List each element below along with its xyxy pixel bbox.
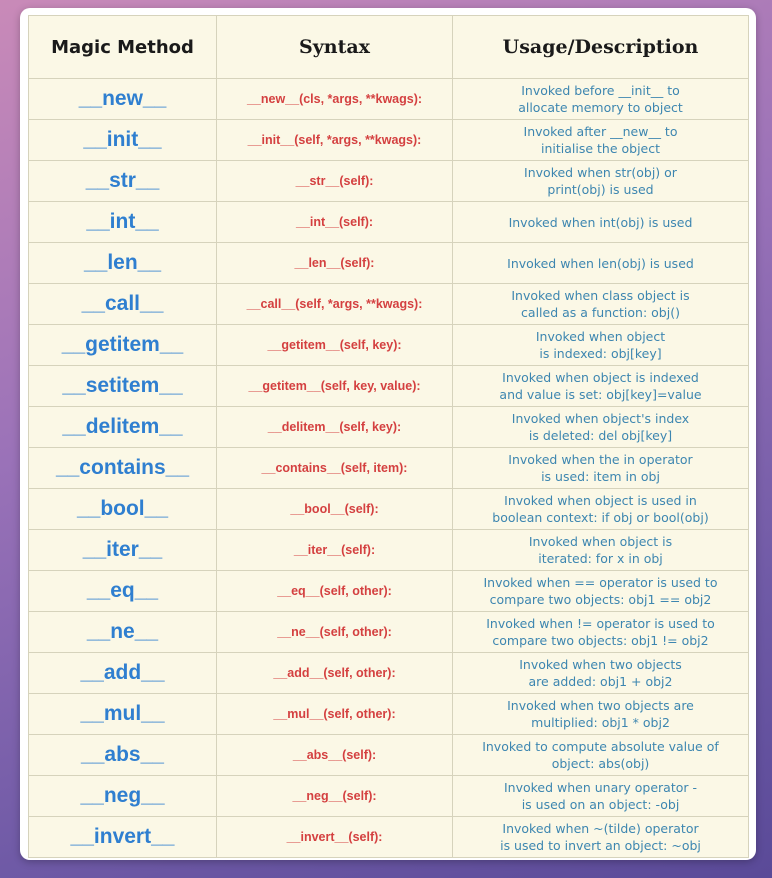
description-line: Invoked before __init__ to	[521, 83, 680, 98]
description-line: Invoked when str(obj) or	[524, 165, 677, 180]
method-description	[453, 571, 749, 612]
table-row	[29, 366, 749, 407]
method-description	[453, 735, 749, 776]
table-row	[29, 817, 749, 858]
table-row	[29, 243, 749, 284]
description-line: is indexed: obj[key]	[539, 346, 662, 361]
description-line: Invoked when == operator is used to	[483, 575, 718, 590]
description-line: is used: item in obj	[541, 469, 660, 484]
method-syntax: __bool__(self):	[217, 489, 453, 530]
method-syntax: __str__(self):	[217, 161, 453, 202]
method-name: __contains__	[29, 448, 217, 489]
method-name: __init__	[29, 120, 217, 161]
table-row	[29, 79, 749, 120]
method-syntax: __ne__(self, other):	[217, 612, 453, 653]
method-syntax: __add__(self, other):	[217, 653, 453, 694]
description-line: Invoked when the in operator	[508, 452, 693, 467]
description-line: allocate memory to object	[518, 100, 683, 115]
header-syntax: Syntax	[217, 16, 453, 79]
method-description	[453, 79, 749, 120]
method-description	[453, 202, 749, 243]
table-row	[29, 653, 749, 694]
description-line: Invoked when ~(tilde) operator	[502, 821, 699, 836]
description-line: compare two objects: obj1 == obj2	[489, 592, 712, 607]
description-line: Invoked when object is	[528, 534, 673, 549]
description-line: Invoked when int(obj) is used	[508, 214, 693, 230]
description-line: Invoked when two objects	[519, 657, 682, 672]
method-syntax: __contains__(self, item):	[217, 448, 453, 489]
method-name: __int__	[29, 202, 217, 243]
method-syntax: __mul__(self, other):	[217, 694, 453, 735]
method-name: __setitem__	[29, 366, 217, 407]
method-name: __invert__	[29, 817, 217, 858]
table-row	[29, 694, 749, 735]
method-description	[453, 612, 749, 653]
method-syntax: __eq__(self, other):	[217, 571, 453, 612]
magic-methods-card	[20, 8, 756, 860]
description-line: Invoked after __new__ to	[523, 124, 678, 139]
method-syntax: __neg__(self):	[217, 776, 453, 817]
method-name: __eq__	[29, 571, 217, 612]
description-line: is used to invert an object: ~obj	[500, 838, 701, 853]
description-line: Invoked to compute absolute value of	[482, 739, 719, 754]
table-row	[29, 489, 749, 530]
description-line: Invoked when object is used in	[504, 493, 697, 508]
method-name: __ne__	[29, 612, 217, 653]
description-line: iterated: for x in obj	[538, 551, 663, 566]
method-syntax: __init__(self, *args, **kwags):	[217, 120, 453, 161]
description-line: called as a function: obj()	[521, 305, 680, 320]
description-line: Invoked when class object is	[511, 288, 690, 303]
method-name: __call__	[29, 284, 217, 325]
method-description	[453, 325, 749, 366]
table-row	[29, 448, 749, 489]
method-description	[453, 776, 749, 817]
method-description	[453, 489, 749, 530]
method-name: __delitem__	[29, 407, 217, 448]
description-line: initialise the object	[540, 141, 661, 156]
description-line: and value is set: obj[key]=value	[499, 387, 702, 402]
method-syntax: __int__(self):	[217, 202, 453, 243]
method-syntax: __getitem__(self, key, value):	[217, 366, 453, 407]
method-name: __len__	[29, 243, 217, 284]
method-name: __add__	[29, 653, 217, 694]
description-line: boolean context: if obj or bool(obj)	[492, 510, 709, 525]
method-description	[453, 448, 749, 489]
method-syntax: __len__(self):	[217, 243, 453, 284]
method-syntax: __abs__(self):	[217, 735, 453, 776]
table-row	[29, 612, 749, 653]
description-line: is used on an object: -obj	[521, 797, 680, 812]
description-line: object: abs(obj)	[551, 756, 650, 771]
method-name: __bool__	[29, 489, 217, 530]
method-description	[453, 366, 749, 407]
table-row	[29, 120, 749, 161]
method-syntax: __iter__(self):	[217, 530, 453, 571]
method-description	[453, 817, 749, 858]
description-line: is deleted: del obj[key]	[528, 428, 673, 443]
method-syntax: __getitem__(self, key):	[217, 325, 453, 366]
description-line: Invoked when unary operator -	[503, 780, 698, 795]
method-description	[453, 120, 749, 161]
description-line: Invoked when object's index	[511, 411, 690, 426]
method-syntax: __new__(cls, *args, **kwags):	[217, 79, 453, 120]
table-row	[29, 530, 749, 571]
table-row	[29, 161, 749, 202]
method-description	[453, 407, 749, 448]
table-row	[29, 571, 749, 612]
method-syntax: __call__(self, *args, **kwags):	[217, 284, 453, 325]
method-name: __iter__	[29, 530, 217, 571]
method-description	[453, 530, 749, 571]
table-row	[29, 325, 749, 366]
table-row	[29, 284, 749, 325]
method-description	[453, 243, 749, 284]
header-usage-description: Usage/Description	[453, 16, 749, 79]
method-description	[453, 284, 749, 325]
description-line: compare two objects: obj1 != obj2	[492, 633, 709, 648]
method-description	[453, 653, 749, 694]
method-name: __mul__	[29, 694, 217, 735]
method-name: __abs__	[29, 735, 217, 776]
method-description	[453, 161, 749, 202]
description-line: Invoked when two objects are	[507, 698, 694, 713]
magic-methods-table	[28, 15, 749, 858]
method-syntax: __delitem__(self, key):	[217, 407, 453, 448]
method-name: __new__	[29, 79, 217, 120]
table-row	[29, 776, 749, 817]
description-line: Invoked when object	[535, 329, 666, 344]
description-line: Invoked when != operator is used to	[486, 616, 715, 631]
table-header-row	[29, 16, 749, 79]
method-name: __neg__	[29, 776, 217, 817]
method-description	[453, 694, 749, 735]
table-row	[29, 735, 749, 776]
table-row	[29, 407, 749, 448]
description-line: are added: obj1 + obj2	[528, 674, 673, 689]
description-line: Invoked when len(obj) is used	[507, 255, 694, 271]
header-magic-method: Magic Method	[29, 16, 217, 79]
method-name: __getitem__	[29, 325, 217, 366]
description-line: Invoked when object is indexed	[502, 370, 699, 385]
method-syntax: __invert__(self):	[217, 817, 453, 858]
table-row	[29, 202, 749, 243]
description-line: print(obj) is used	[547, 182, 654, 197]
description-line: multiplied: obj1 * obj2	[531, 715, 670, 730]
method-name: __str__	[29, 161, 217, 202]
